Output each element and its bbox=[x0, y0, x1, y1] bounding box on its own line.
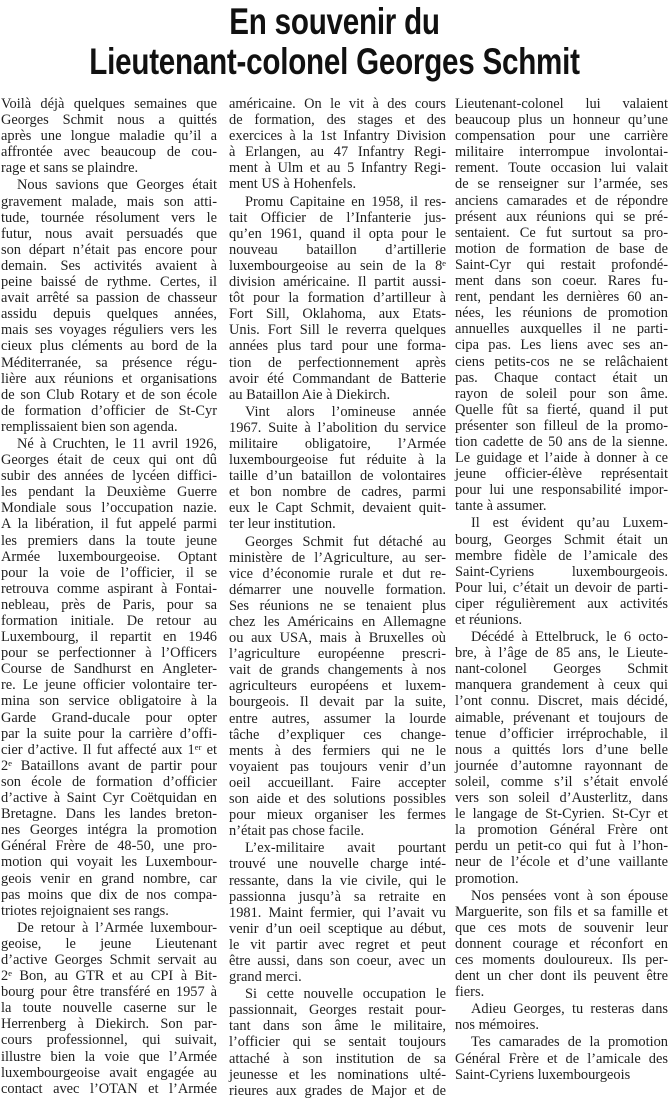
text-line: pour la voie de l’officier, il se bbox=[1, 564, 217, 581]
text-line: passionna jusqu’à sa retraite en bbox=[229, 888, 446, 905]
text-line: assidu depuis quelques années, bbox=[1, 306, 217, 323]
text-line: l’officier qui se sentait toujours bbox=[229, 1034, 446, 1051]
text-line: Adieu Georges, tu resteras dans bbox=[471, 1001, 668, 1018]
text-line: venir d’un oeil sceptique au début, bbox=[229, 920, 446, 937]
text-line: Georges Schmit nous a quittés bbox=[1, 112, 217, 129]
text-line: illustre bien la voie que l’Armée bbox=[1, 1048, 217, 1065]
text-line: cipa pas. Les liens avec ses an- bbox=[455, 337, 668, 354]
text-line: pour mieux organiser les fermes bbox=[229, 807, 446, 824]
paragraph bbox=[455, 515, 668, 628]
text-line: nouveau bataillon d’artillerie bbox=[229, 241, 446, 258]
text-line: d’active Georges Schmit servait au bbox=[1, 951, 217, 968]
paragraph bbox=[229, 194, 446, 403]
text-line: chez les Américains en Allemagne bbox=[229, 614, 446, 630]
text-line: Nos pensées vont à son épouse bbox=[471, 887, 668, 904]
text-line: subir des années de lycéen diffici- bbox=[1, 468, 217, 485]
text-line: pour lui une responsabilité impor- bbox=[455, 482, 668, 499]
text-line: le vit partir avec regret et peut bbox=[229, 936, 446, 953]
text-line: perdu un petit-co qui fut à l’hon- bbox=[455, 838, 668, 855]
text-line: Georges était de ceux qui ont dû bbox=[1, 452, 217, 469]
title-line-2: Lieutenant-colonel Georges Schmit bbox=[89, 41, 580, 82]
text-line: geoise, le jeune Lieutenant bbox=[1, 935, 217, 952]
text-line: Luxembourg, il repartit en 1946 bbox=[1, 629, 217, 646]
text-line: ment US à Hohenfels. bbox=[229, 176, 357, 193]
text-line: jeune officier-élève représentait bbox=[455, 466, 668, 483]
text-line: tait Officier de l’Infanterie jus- bbox=[229, 209, 446, 226]
text-line: son aide et des solutions possibles bbox=[229, 791, 446, 808]
text-line: nant-colonel Georges Schmit bbox=[455, 661, 668, 678]
text-line: retrouva comme aspirant à Fontai- bbox=[1, 580, 217, 597]
text-line: bourg, Georges Schmit était un bbox=[455, 531, 668, 548]
text-line: neur de l’école et d’une vaillante bbox=[455, 854, 668, 871]
paragraph bbox=[229, 96, 446, 193]
text-line: Nous savions que Georges était bbox=[17, 177, 217, 194]
text-line: mais ses voyages réguliers vers les bbox=[1, 322, 217, 339]
text-line: vice d’économie rurale et dut re- bbox=[229, 565, 446, 582]
text-line: Né à Cruchten, le 11 avril 1926, bbox=[17, 435, 217, 452]
text-line: Promu Capitaine en 1958, il res- bbox=[245, 193, 446, 210]
text-line: tenue d’officier irréprochable, il bbox=[455, 725, 668, 742]
text-line: Tes camarades de la promotion bbox=[471, 1034, 668, 1051]
text-line: exercices à la 1st Infantry Division bbox=[229, 128, 446, 145]
text-line: 1981. Maint fermier, qui l’avait vu bbox=[229, 904, 446, 921]
text-line: Général Frère et de l’amicale des bbox=[455, 1050, 668, 1067]
text-line: être aussi, dans son coeur, avec un bbox=[229, 952, 446, 969]
text-line: cieux plus cléments au bord de la bbox=[1, 338, 217, 355]
text-line: tâche d’expliquer ces change- bbox=[229, 726, 446, 743]
text-line: Méditerranée, sa présence régu- bbox=[1, 354, 217, 371]
paragraph bbox=[455, 1001, 668, 1033]
paragraph bbox=[1, 177, 217, 435]
text-line: Fort Sill, Oklahoma, aux Etats- bbox=[229, 306, 446, 323]
text-line: beaucoup plus un honneur qu’une bbox=[455, 112, 668, 129]
text-line: motion de formation de base de bbox=[455, 240, 668, 257]
text-line: Mondiale sous l’occupation nazie. bbox=[1, 500, 217, 517]
text-line: affrontée avec beaucoup de cou- bbox=[1, 144, 217, 161]
text-line: la promotion Général Frère ont bbox=[455, 822, 668, 839]
text-line: L’ex-militaire avait pourtant bbox=[245, 840, 446, 857]
text-line: Il est évident qu’au Luxem- bbox=[471, 515, 668, 532]
text-line: nous a quittés lors d’une belle bbox=[455, 741, 668, 758]
text-line: tude, tournée résolument vers le bbox=[1, 209, 217, 226]
text-line: présenter son filleul de la promo- bbox=[455, 417, 668, 434]
text-line: Saint-Cyr qui restait profondé- bbox=[455, 256, 668, 273]
text-line: rayon de soleil pour son âme. bbox=[455, 385, 668, 402]
text-line: soleil, comme s’il s’était envolé bbox=[455, 773, 668, 790]
paragraph bbox=[455, 629, 668, 887]
text-line: Vint alors l’omineuse année bbox=[245, 403, 446, 420]
text-line: n’était pas chose facile. bbox=[229, 823, 365, 840]
text-line: voyaient pas toujours venir d’un bbox=[229, 758, 446, 775]
text-line: Si cette nouvelle occupation le bbox=[245, 986, 446, 1003]
text-line: 2ᵉ Bon, au GTR et au CPI à Bit- bbox=[1, 968, 217, 985]
text-line: de se renseigner sur l’armée, ses bbox=[455, 176, 668, 193]
text-line: bourg pour être transféré en 1957 à bbox=[1, 984, 217, 1001]
text-line: rieures aux grades de Major et de bbox=[229, 1082, 446, 1099]
paragraph bbox=[455, 96, 668, 514]
text-line: pas. Chaque contact était un bbox=[455, 369, 668, 386]
text-line: Ses réunions ne se tenaient plus bbox=[229, 597, 446, 614]
text-line: qu’en 1961, quand il opta pour le bbox=[229, 225, 446, 242]
text-line: donnent courage et réconfort en bbox=[455, 935, 668, 952]
text-line: ou aux USA, mais à Bruxelles où bbox=[229, 630, 446, 647]
text-line: triotes rejoignaient ses rangs. bbox=[1, 902, 169, 919]
paragraph bbox=[1, 96, 217, 176]
text-line: au Bataillon Aie à Diekirch. bbox=[229, 386, 391, 403]
text-line: les pendant la Deuxième Guerre bbox=[1, 484, 217, 501]
text-line: et bon nombre de cadres, parmi bbox=[229, 484, 446, 501]
text-line: trouvé une nouvelle charge inté- bbox=[229, 856, 446, 873]
paragraph bbox=[455, 1034, 668, 1082]
text-line: son départ n’était pas encore pour bbox=[1, 241, 217, 258]
text-line: l’agriculture européenne prescri- bbox=[229, 646, 446, 663]
text-line: contact avec l’OTAN et l’Armée bbox=[1, 1080, 217, 1097]
article-column-1 bbox=[1, 96, 217, 1098]
text-line: américaine. On le vit à des cours bbox=[229, 96, 446, 112]
text-line: rement. Toute occasion lui valait bbox=[455, 160, 668, 177]
paragraph bbox=[455, 888, 668, 1001]
text-line: fiers. bbox=[455, 984, 485, 1001]
text-line: tant dans son âme le militaire, bbox=[229, 1018, 446, 1035]
text-line: Voilà déjà quelques semaines que bbox=[1, 96, 217, 112]
text-line: peine baissé de rythme. Certes, il bbox=[1, 274, 217, 291]
text-line: manquera grandement à ceux qui bbox=[455, 677, 668, 694]
text-line: agriculteurs européens et luxem- bbox=[229, 678, 446, 695]
article-column-2 bbox=[229, 96, 446, 1100]
text-line: promotion. bbox=[455, 870, 519, 887]
text-line: luxembourgeoise avait engagée au bbox=[1, 1064, 217, 1081]
text-line: de formation, des stages et des bbox=[229, 112, 446, 129]
text-line: nées, les réunions de promotion bbox=[455, 305, 668, 322]
text-line: tante à assumer. bbox=[455, 498, 547, 515]
text-line: journée d’automne rayonnant de bbox=[455, 757, 668, 774]
text-line: annuelles auxquelles il ne parti- bbox=[455, 321, 668, 338]
text-line: ment dans son coeur. Rares fu- bbox=[455, 273, 668, 290]
text-line: Unis. Fort Sill le reverra quelques bbox=[229, 322, 446, 339]
text-line: nebleau, près de Paris, pour sa bbox=[1, 596, 217, 613]
text-line: présent aux réunions qui se pré- bbox=[455, 208, 668, 225]
text-line: tôt pour la formation d’artilleur à bbox=[229, 290, 446, 307]
text-line: luxembourgeoise fut réduite à la bbox=[229, 452, 446, 469]
text-line: d’active à Saint Cyr Coëtquidan en bbox=[1, 790, 217, 807]
text-line: jeunesse et les nominations ulté- bbox=[229, 1066, 446, 1083]
text-line: motion qui voyait les Luxembour- bbox=[1, 854, 217, 871]
text-line: tion cadette de 50 ans de la sienne. bbox=[455, 433, 668, 450]
text-line: remplissaient bien son agenda. bbox=[1, 418, 178, 435]
text-line: Quelle fût sa fierté, quand il put bbox=[455, 401, 668, 418]
text-line: division américaine. Il partit aussi- bbox=[229, 274, 446, 291]
text-line: tion de perfectionnement après bbox=[229, 354, 446, 371]
paragraph bbox=[229, 404, 446, 533]
text-line: Georges Schmit fut détaché au bbox=[245, 533, 446, 550]
text-line: ter leur institution. bbox=[229, 516, 336, 533]
text-line: les premiers dans la toute jeune bbox=[1, 532, 217, 549]
text-line: de formation d’officier de St-Cyr bbox=[1, 402, 217, 419]
text-line: Décédé à Ettelbruck, le 6 octo- bbox=[471, 629, 668, 646]
text-line: formation initiale. De retour au bbox=[1, 613, 217, 629]
text-line: Bretagne. Dans les landes breton- bbox=[1, 806, 217, 823]
text-line: vers son soleil d’Austerlitz, dans bbox=[455, 790, 668, 807]
text-line: Lieutenant-colonel lui valaient bbox=[455, 96, 668, 112]
text-line: que ces mots de souvenir leur bbox=[455, 919, 668, 936]
text-line: compensation pour une carrière bbox=[455, 128, 668, 145]
text-line: vait de grands changements à nos bbox=[229, 662, 446, 679]
paragraph bbox=[1, 436, 217, 919]
text-line: De retour à l’Armée luxembour- bbox=[17, 919, 217, 936]
text-line: le langage de St-Cyrien. St-Cyr et bbox=[455, 806, 668, 823]
text-line: mina son service obligatoire à la bbox=[1, 693, 217, 710]
text-line: Herrenberg à Diekirch. Son par- bbox=[1, 1016, 217, 1033]
text-line: taille d’un bataillon de volontaires bbox=[229, 468, 446, 485]
text-line: avait arrêté sa passion de chasseur bbox=[1, 290, 217, 307]
text-line: gravement malade, mais son atti- bbox=[1, 193, 217, 210]
text-line: avoir été Commandant de Batterie bbox=[229, 370, 446, 387]
text-line: ment à Ulm et au 5 Infantry Regi- bbox=[229, 160, 446, 177]
text-line: ciper régulièrement aux activités bbox=[455, 595, 668, 612]
text-line: Saint-Cyriens luxembourgeois bbox=[455, 1066, 631, 1083]
text-line: passionnait, Georges restait pour- bbox=[229, 1002, 446, 1019]
text-line: après une longue maladie qu’il a bbox=[1, 128, 217, 145]
text-line: futur, nous avait persuadés que bbox=[1, 225, 217, 242]
text-line: aimable, prévenant et toujours de bbox=[455, 709, 668, 726]
text-line: l’ont connu. Discret, mais décidé, bbox=[455, 693, 668, 710]
text-line: pour se perfectionner à l’Officers bbox=[1, 645, 217, 662]
text-line: lière aux réunions et organisations bbox=[1, 370, 217, 387]
text-line: bourgeois. Il devait par la suite, bbox=[229, 694, 446, 711]
text-line: sentaient. Ce fut surtout sa pro- bbox=[455, 224, 668, 241]
text-line: Garde Grand-ducale pour opter bbox=[1, 709, 217, 726]
text-line: grand merci. bbox=[229, 969, 302, 986]
text-line: geois venir en grand nombre, car bbox=[1, 870, 217, 887]
text-line: re. Le jeune officier volontaire ter- bbox=[1, 677, 217, 694]
text-line: de son Club Rotary et de son école bbox=[1, 386, 217, 403]
text-line: Général Frère de 48-50, une pro- bbox=[1, 838, 217, 855]
text-line: ments à des fermiers qui ne le bbox=[229, 742, 446, 759]
text-line: militaire obligatoire, l’Armée bbox=[229, 435, 446, 452]
text-line: eux le Capt Schmit, devaient quit- bbox=[229, 500, 446, 517]
text-line: rent, pendant les dernières 60 an- bbox=[455, 289, 668, 306]
text-line: ciens petits-cos ne se relâchaient bbox=[455, 353, 668, 370]
text-line: démarrer une nouvelle formation. bbox=[229, 581, 446, 598]
title-line-1: En souvenir du bbox=[229, 1, 440, 42]
text-line: dent un cher dont ils peuvent être bbox=[455, 968, 668, 985]
paragraph bbox=[1, 920, 217, 1097]
text-line: entre autres, assumer la lourde bbox=[229, 710, 446, 727]
text-line: nos mémoires. bbox=[455, 1017, 539, 1034]
text-line: Saint-Cyriens luxembourgeois. bbox=[455, 563, 668, 580]
text-line: la toute nouvelle caserne sur le bbox=[1, 1000, 217, 1017]
paragraph bbox=[229, 840, 446, 985]
text-line: cier d’active. Il fut affecté aux 1ᵉʳ et bbox=[1, 741, 217, 758]
text-line: bre, à l’âge de 85 ans, le Lieute- bbox=[455, 645, 668, 662]
paragraph bbox=[229, 986, 446, 1099]
text-line: membre fidèle de l’amicale des bbox=[455, 547, 668, 564]
paragraph bbox=[229, 534, 446, 840]
text-line: Armée luxembourgeoise. Optant bbox=[1, 548, 217, 565]
text-line: Le guidage et l’aide à donner à ce bbox=[455, 450, 668, 467]
text-line: Course de Sandhurst en Angleter- bbox=[1, 661, 217, 678]
text-line: rage et sans se plaindre. bbox=[1, 160, 139, 177]
text-line: ressante, dans la vie civile, qui le bbox=[229, 872, 446, 889]
text-line: A la libération, il fut appelé parmi bbox=[1, 516, 217, 533]
text-line: demain. Ses activités avaient à bbox=[1, 257, 217, 274]
text-line: nes Georges intégra la promotion bbox=[1, 822, 217, 839]
text-line: ces moments douloureux. Ils per- bbox=[455, 951, 668, 968]
text-line: ministère de l’Agriculture, au ser- bbox=[229, 549, 446, 566]
text-line: 1967. Suite à l’abolition du service bbox=[229, 419, 446, 436]
article-column-3 bbox=[455, 96, 668, 1084]
text-line: oeil accueillant. Faire accepter bbox=[229, 774, 446, 791]
text-line: Pour lui, c’était un devoir de parti- bbox=[455, 579, 668, 596]
text-line: militaire interrompue involontai- bbox=[455, 144, 668, 161]
text-line: attaché à son institution de sa bbox=[229, 1050, 446, 1067]
text-line: 2ᵉ Bataillons avant de partir pour bbox=[1, 757, 217, 774]
text-line: anciens camarades et de répondre bbox=[455, 192, 668, 209]
text-line: années plus tard pour une forma- bbox=[229, 338, 446, 355]
text-line: à Erlangen, au 47 Infantry Regi- bbox=[229, 144, 446, 161]
text-line: et réunions. bbox=[455, 612, 523, 628]
text-line: Marguerite, son fils et sa famille et bbox=[455, 903, 668, 920]
text-line: cours professionnel, qui suivait, bbox=[1, 1032, 217, 1049]
text-line: son école de formation d’officier bbox=[1, 773, 217, 790]
text-line: luxembourgeoise au sein de la 8ᵉ bbox=[229, 257, 446, 274]
text-line: pas moins que dix de nos compa- bbox=[1, 886, 217, 903]
article-title bbox=[0, 2, 669, 82]
text-line: par la suite pour la carrière d’offi- bbox=[1, 725, 217, 742]
